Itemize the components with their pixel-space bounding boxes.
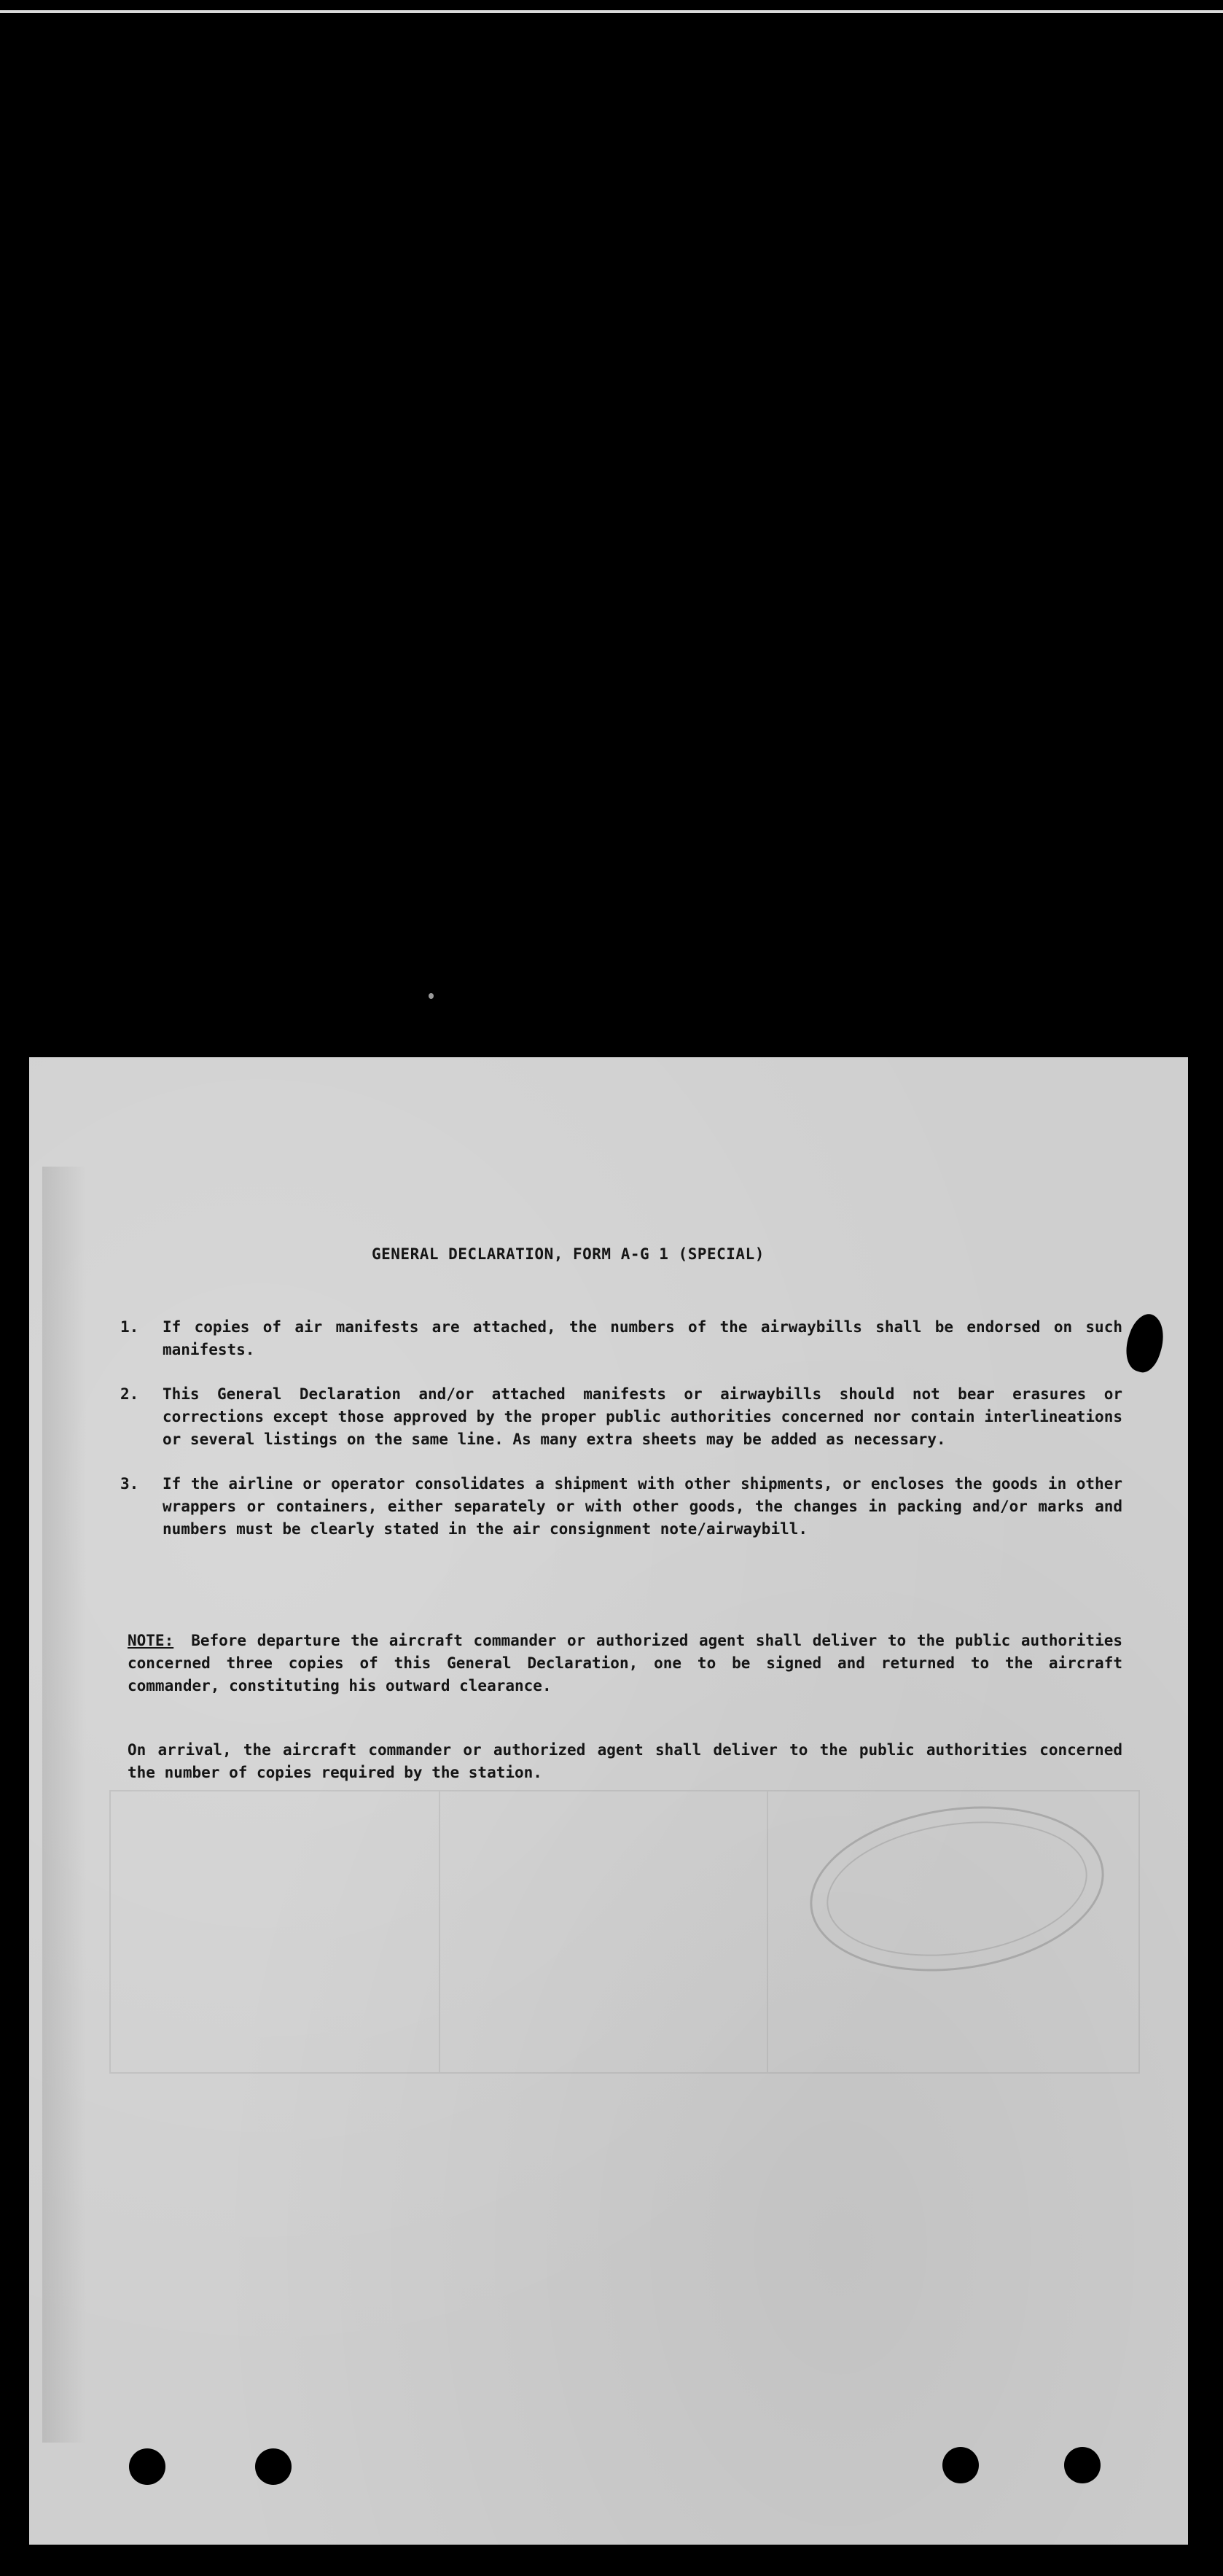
note-text: Before departure the aircraft commander or authorized agent shall deliver to the public authorities concerned three copies of this General Declaration, one to be signed and returned to the aircraft commander, constituting his outward clearance.: [128, 1632, 1122, 1694]
list-item: [120, 1473, 1122, 1541]
note-label: NOTE:: [128, 1632, 174, 1649]
item-number: 3.: [120, 1475, 139, 1493]
document-page: [29, 1057, 1188, 2545]
punch-hole: [1064, 2447, 1101, 2483]
note-paragraph: [128, 1630, 1122, 1697]
bleed-through-column-line: [439, 1791, 440, 2072]
document-title: GENERAL DECLARATION, FORM A-G 1 (SPECIAL): [372, 1245, 765, 1263]
item-text: If the airline or operator consolidates a shipment with other shipments, or encloses the goods in other wrappers or containers, either separately or with other goods, the changes in packing and/or marks and numbers must be clearly stated in the air consignment note/airwaybill.: [163, 1475, 1122, 1538]
punch-hole: [942, 2447, 979, 2483]
bleed-through-margin: [42, 1167, 86, 2443]
film-speck: [429, 993, 434, 999]
instruction-list: [120, 1316, 1122, 1563]
arrival-paragraph: On arrival, the aircraft commander or authorized agent shall deliver to the public authorities concerned the number of copies required by the station.: [128, 1741, 1122, 1781]
film-top-edge: [0, 10, 1223, 13]
item-text: If copies of air manifests are attached, the numbers of the airwaybills shall be endorsed on such manifests.: [163, 1318, 1122, 1358]
bleed-through-column-line: [767, 1791, 768, 2072]
item-text: This General Declaration and/or attached manifests or airwaybills should not bear erasures or corrections except those approved by the proper public authorities concerned nor contain interlineations or several listings on the same line. As many extra sheets may be added as necessary.: [163, 1385, 1122, 1448]
ink-blot: [1120, 1310, 1171, 1377]
punch-hole: [129, 2448, 165, 2485]
item-number: 2.: [120, 1385, 139, 1403]
punch-hole: [255, 2448, 292, 2485]
item-number: 1.: [120, 1318, 139, 1336]
list-item: [120, 1383, 1122, 1451]
list-item: [120, 1316, 1122, 1361]
film-notch: [552, 2561, 625, 2576]
